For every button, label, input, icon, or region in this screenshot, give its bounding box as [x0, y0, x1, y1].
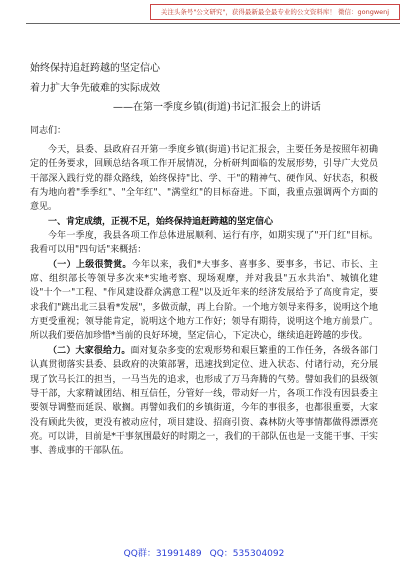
- paragraph-point-1: （一）上级很赞赏。今年以来，我们*大事多、喜事多、要事多，书记、市长、主席、组织部长等领导多次来*实地考察、现场观摩，并对我县"五水共治"、城镇化建设"十个一"工程、"作风建设群众满意工程"以及近年来的经济发展给予了高度肯定，要求我们"跳出北三县看*发展"，多做贡献，再上台阶。一个地方领导来得多，说明这个地方更受重视；领导能肯定，说明这个地方工作好；领导有期待，说明这个地方前景广。所以我们要倍加珍惜*当前的良好环境，坚定信心，下定决心，继续追赶跨越的步伐。: [30, 259, 378, 342]
- speech-subtitle: ——在第一季度乡镇(街道)书记汇报会上的讲话: [113, 102, 321, 113]
- salutation: 同志们：: [30, 126, 67, 136]
- footer-contacts: [0, 548, 408, 560]
- promo-banner: 关注头条号"公文研究"，获得最新最全最专业的公文资料库！ 微信：gongwenj: [150, 4, 400, 20]
- title-line-1: 始终保持追赶跨越的坚定信心: [30, 63, 160, 74]
- point-1-lead: （一）上级很赞赏。: [48, 259, 132, 270]
- qq-number: QQ：535304092: [209, 549, 285, 559]
- section-heading: 一、肯定成绩，正视不足，始终保持追赶跨越的坚定信心: [48, 216, 274, 227]
- point-2-lead: （二）大家很给力。: [48, 345, 131, 356]
- qq-group: QQ群：31991489: [123, 549, 202, 559]
- title-line-2: 着力扩大争先破难的实际成效: [30, 83, 160, 94]
- header-rule: [26, 23, 400, 24]
- paragraph-point-2: （二）大家很给力。面对复杂多变的宏观形势和艰巨繁重的工作任务，各级各部门认真贯彻落实县委、县政府的决策部署，迅速找到定位、进入状态、付诸行动，充分展现了饮马长江的担当，一马当先的追求，也形成了万马奔腾的气势。譬如我们的县级领导干部，大家精诚团结、相互信任，分管好一线，带动好一片，各项工作没有因县委主要领导调整而延误、歇搁。再譬如我们的乡镇街道，今年的事很多，也都很重要，大家没有顾此失彼，更没有被动应付，项目建设、招商引资、森林防火等事情都做得漂漂亮亮。可以讲，目前是*干事氛围最好的时期之一，我们的干部队伍也是一支能干事、干实事、善成事的干部队伍。: [30, 345, 378, 457]
- document-body: [30, 143, 378, 459]
- paragraph-intro: 今天，县委、县政府召开第一季度乡镇(街道)书记汇报会，主要任务是按照年初确定的任务要求，回顾总结各项工作开展情况，分析研判面临的发展形势，引导广大党员干部深入践行党的群众路线，始终保持"比、学、干"的精神气、硬作风、好状态，积极有为地向着"季季红"、"全年红"、"满堂红"的目标奋进。下面，我重点强调两个方面的意见。: [30, 145, 378, 213]
- paragraph-summary: 今年一季度，我县各项工作总体进展顺利、运行有序，如期实现了"开门红"目标。我看可以用"四句话"来概括：: [30, 231, 378, 256]
